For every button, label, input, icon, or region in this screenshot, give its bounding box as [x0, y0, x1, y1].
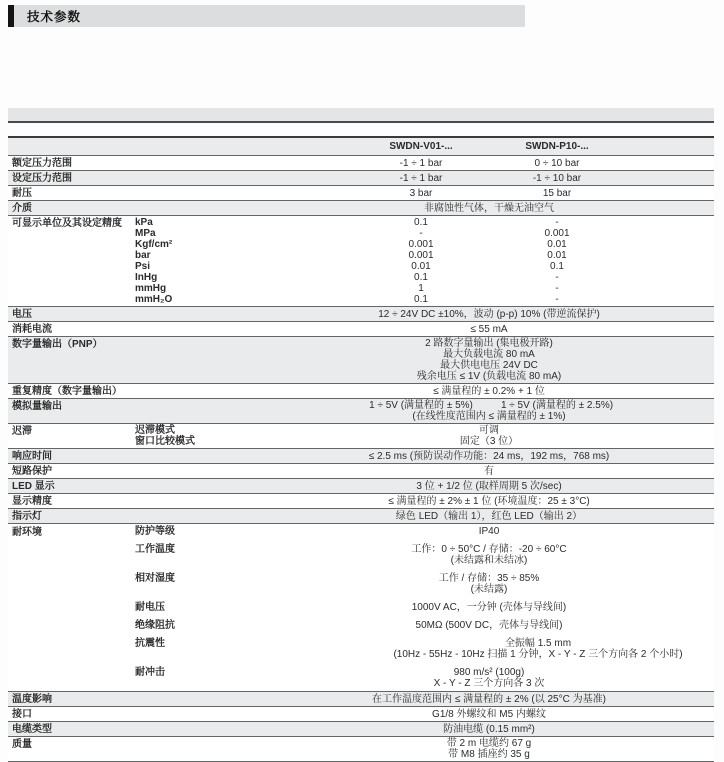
table-row-digital-output [8, 337, 714, 384]
weight-line: 带 M8 插座约 35 g [448, 749, 530, 760]
row-value: 绿色 LED（输出 1），红色 LED（输出 2） [395, 510, 583, 522]
unit-name: mmHg [135, 283, 167, 294]
env-sub-label: 耐冲击 [135, 667, 165, 678]
row-label: 模拟量输出 [12, 401, 62, 412]
weight-line: 带 2 m 电缆约 67 g [446, 738, 532, 749]
table-row-voltage [8, 307, 714, 322]
env-sub-label: 抗震性 [135, 638, 165, 649]
env-block-withstand-voltage [135, 602, 723, 613]
env-value-line: 980 m/s² (100g) [453, 667, 525, 678]
analog-v01: 1 ÷ 5V (满量程的 ± 5%) [369, 400, 473, 411]
row-label: 质量 [12, 739, 32, 750]
env-block-insulation [135, 620, 723, 631]
value-p10: 15 bar [542, 187, 572, 199]
empty-header-band [8, 108, 714, 123]
row-label: 接口 [12, 709, 32, 720]
unit-name: MPa [135, 228, 156, 239]
value-v01: 3 bar [409, 187, 433, 199]
row-label: 数字量输出（PNP） [12, 339, 103, 350]
digital-line: 最大供电电压 24V DC [440, 360, 538, 371]
unit-res-v01: - [419, 228, 423, 239]
env-block-working-temp [135, 544, 723, 566]
env-sub-label: 工作温度 [135, 544, 175, 555]
row-label: 设定压力范围 [12, 173, 72, 184]
row-value: G1/8 外螺纹和 M5 内螺纹 [432, 708, 546, 720]
row-label: 温度影响 [12, 694, 52, 705]
spec-table [8, 136, 714, 762]
env-value-line: 50MΩ (500V DC，壳体与导线间) [415, 620, 563, 631]
env-value-line: (10Hz - 55Hz - 10Hz 扫描 1 分钟，X - Y - Z 三个方向各 2 个小时) [393, 649, 683, 660]
row-label: 可显示单位及其设定精度 [12, 218, 122, 229]
table-row-rated-pressure [8, 156, 714, 171]
row-label: LED 显示 [12, 481, 55, 492]
env-value-line: 工作：0 ÷ 50°C / 存储：-20 ÷ 60°C [411, 544, 567, 555]
unit-name: kPa [135, 217, 153, 228]
table-row-display-units [8, 216, 714, 307]
digital-line: 最大负载电流 80 mA [443, 349, 535, 360]
header-label-cell [8, 141, 135, 152]
unit-res-v01: 0.1 [414, 294, 428, 305]
row-label: 指示灯 [12, 511, 42, 522]
table-row-port [8, 707, 714, 722]
unit-res-p10: 0.01 [547, 239, 567, 250]
table-row-current [8, 322, 714, 337]
row-label: 消耗电流 [12, 324, 52, 335]
row-value: 有 [484, 465, 494, 477]
env-block-vibration [135, 638, 723, 660]
table-row-display-accuracy [8, 494, 714, 509]
row-label: 额定压力范围 [12, 158, 72, 169]
unit-res-v01: 0.001 [408, 239, 434, 250]
value-p10: -1 ÷ 10 bar [532, 172, 582, 184]
row-value: 在工作温度范围内 ≤ 满量程的 ± 2% (以 25°C 为基准) [372, 693, 606, 705]
row-label: 电压 [12, 309, 32, 320]
unit-name: InHg [135, 272, 158, 283]
section-title-bar [8, 5, 525, 27]
env-value-line: X - Y - Z 三个方向各 3 次 [433, 678, 545, 689]
table-row-hysteresis [8, 424, 714, 449]
env-block-humidity [135, 573, 723, 595]
table-row-indicator [8, 509, 714, 524]
row-label: 耐环境 [12, 527, 42, 538]
table-row-cable-type [8, 722, 714, 737]
digital-line: 残余电压 ≤ 1V (负载电流 80 mA) [416, 371, 562, 382]
row-value: ≤ 满量程的 ± 0.2% + 1 位 [433, 385, 545, 397]
row-value: ≤ 55 mA [470, 323, 508, 335]
env-sub-label: 绝缘阻抗 [135, 620, 175, 631]
table-row-repeatability [8, 384, 714, 399]
env-value-line: (未结露和未结冰) [450, 555, 528, 566]
unit-res-p10: 0.01 [547, 250, 567, 261]
hysteresis-value-1: 可调 [479, 425, 499, 436]
hysteresis-mode-2: 窗口比较模式 [135, 436, 195, 447]
table-row-temp-influence [8, 692, 714, 707]
env-block-protection [135, 526, 723, 537]
row-label: 介质 [12, 203, 32, 214]
table-row-weight [8, 737, 714, 762]
hysteresis-mode-1: 迟滞模式 [135, 425, 175, 436]
unit-name: bar [135, 250, 151, 261]
table-row-header [8, 138, 714, 156]
table-row-analog-output [8, 399, 714, 424]
row-value: ≤ 2.5 ms (预防误动作功能：24 ms，192 ms，768 ms) [368, 450, 610, 462]
env-block-shock [135, 667, 723, 689]
analog-note: (在线性度范围内 ≤ 满量程的 ± 1%) [412, 411, 566, 422]
unit-res-v01: 0.1 [414, 272, 428, 283]
unit-res-p10: - [555, 294, 559, 305]
table-row-response-time [8, 449, 714, 464]
section-title: 技术参数 [27, 10, 82, 24]
row-label: 电缆类型 [12, 724, 52, 735]
model-column-2: SWDN-P10-... [525, 141, 589, 152]
row-value: ≤ 满量程的 ± 2% ± 1 位 (环境温度：25 ± 3°C) [388, 495, 590, 507]
unit-res-v01: 0.001 [408, 250, 434, 261]
row-value: 非腐蚀性气体，干燥无油空气 [424, 202, 554, 214]
env-sub-label: 耐电压 [135, 602, 165, 613]
row-value: 防油电缆 (0.15 mm²) [443, 723, 535, 735]
row-label: 短路保护 [12, 466, 52, 477]
env-sub-label: 防护等级 [135, 526, 175, 537]
table-row-led-display [8, 479, 714, 494]
analog-p10: 1 ÷ 5V (满量程的 ± 2.5%) [500, 400, 614, 411]
table-row-proof-pressure [8, 186, 714, 201]
table-row-medium [8, 201, 714, 216]
unit-name: mmH₂O [135, 294, 173, 305]
table-row-set-pressure [8, 171, 714, 186]
row-label: 重复精度（数字量输出） [12, 386, 122, 397]
env-value-line: (未结露) [470, 584, 508, 595]
row-value: 3 位 + 1/2 位 (取样周期 5 次/sec) [416, 480, 562, 492]
value-v01: -1 ÷ 1 bar [399, 157, 443, 169]
env-value-line: IP40 [478, 526, 500, 537]
row-label: 耐压 [12, 188, 32, 199]
unit-res-v01: 0.1 [414, 217, 428, 228]
row-value: 12 ÷ 24V DC ±10%，波动 (p-p) 10% (带逆流保护) [378, 308, 600, 320]
unit-name: Psi [135, 261, 151, 272]
value-v01: -1 ÷ 1 bar [399, 172, 443, 184]
table-row-environment [8, 524, 714, 692]
unit-res-p10: 0.1 [550, 261, 564, 272]
env-value-line: 全振幅 1.5 mm [504, 638, 572, 649]
digital-line: 2 路数字量输出 (集电极开路) [425, 338, 553, 349]
env-value-line: 工作 / 存储：35 ÷ 85% [438, 573, 540, 584]
unit-res-v01: 1 [418, 283, 424, 294]
unit-res-p10: - [555, 217, 559, 228]
unit-res-p10: - [555, 272, 559, 283]
unit-res-v01: 0.01 [411, 261, 431, 272]
env-sub-label: 相对湿度 [135, 573, 175, 584]
row-label: 显示精度 [12, 496, 52, 507]
table-row-short-circuit [8, 464, 714, 479]
env-value-line: 1000V AC，一分钟 (壳体与导线间) [411, 602, 567, 613]
row-label: 迟滞 [12, 426, 32, 437]
value-p10: 0 ÷ 10 bar [534, 157, 580, 169]
unit-name: Kgf/cm² [135, 239, 173, 250]
unit-res-p10: - [555, 283, 559, 294]
model-column-1: SWDN-V01-... [389, 141, 453, 152]
row-label: 响应时间 [12, 451, 52, 462]
unit-res-p10: 0.001 [544, 228, 570, 239]
hysteresis-value-2: 固定（3 位） [459, 436, 519, 447]
